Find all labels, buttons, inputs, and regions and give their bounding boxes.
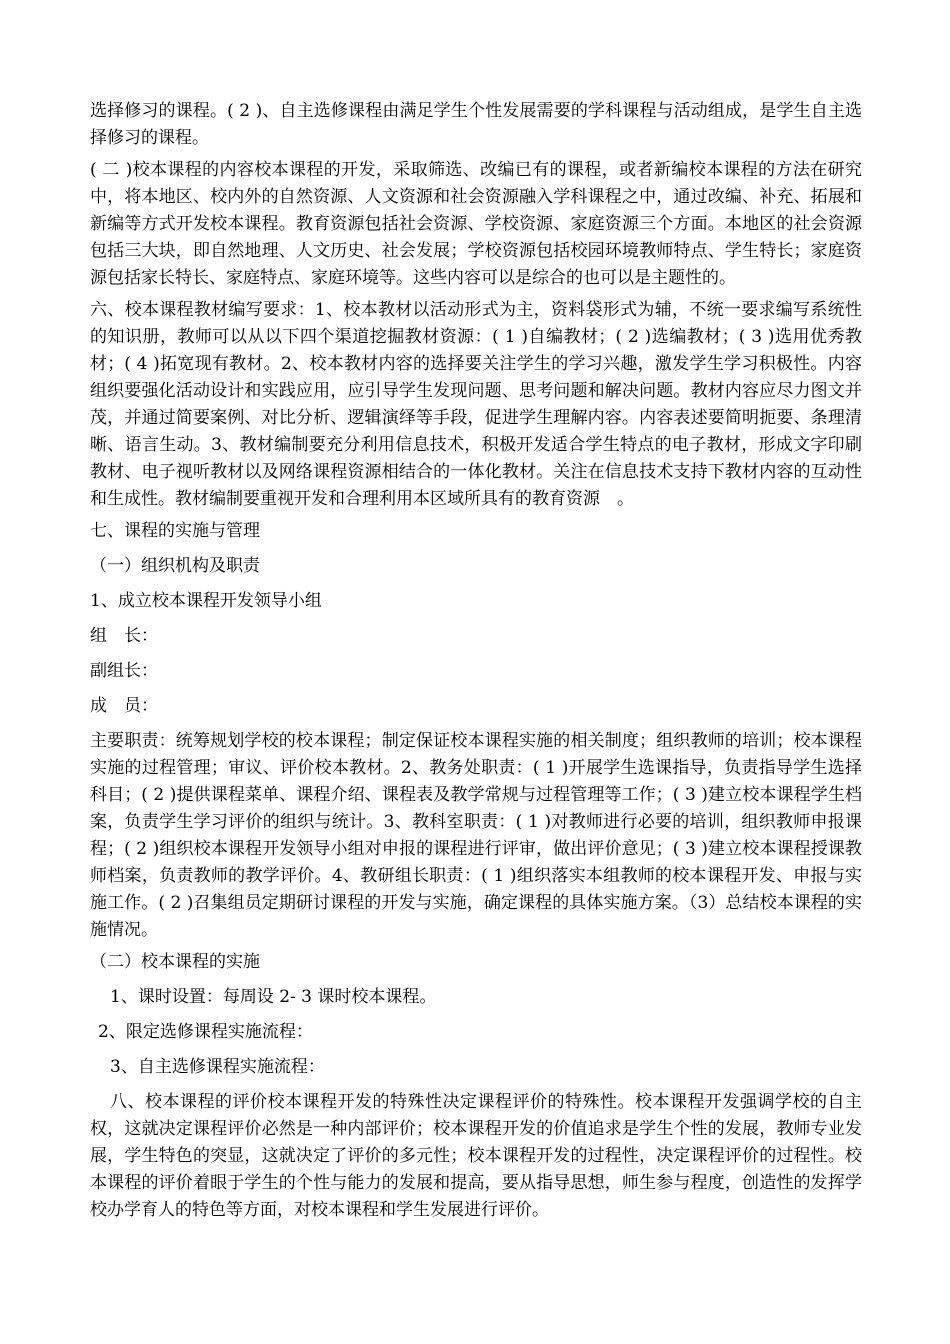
document-page — [90, 98, 862, 1229]
paragraph-elective-courses: 选择修习的课程。( 2 )、自主选修课程由满足学生个性发展需要的学科课程与活动组成，是学生自主选择修习的课程。 — [90, 101, 862, 148]
field-members: 成 员： — [90, 696, 158, 716]
field-vice-leader: 副组长： — [90, 661, 158, 681]
item-free-elective-process: 3、自主选修课程实施流程： — [110, 1057, 325, 1077]
subheading-organization: （一）组织机构及职责 — [90, 556, 260, 576]
section-heading-implementation: 七、课程的实施与管理 — [90, 521, 260, 541]
item-class-hours: 1、课时设置：每周设 2- 3 课时校本课程。 — [110, 987, 437, 1007]
paragraph-course-content: ( 二 )校本课程的内容校本课程的开发，采取筛选、改编已有的课程，或者新编校本课程的方法在研究中，将本地区、校内外的自然资源、人文资源和社会资源融入学科课程之中，通过改编、补充、拓展和新编等方式开发校本课程。教育资源包括社会资源、学校资源、家庭资源三个方面。本地区的社会资源包括三大块，即自然地理、人文历史、社会发展；学校资源包括校园环境教师特点、学生特长；家庭资源包括家长特长、家庭特点、家庭环境等。这些内容可以是综合的也可以是主题性的。 — [90, 160, 862, 288]
subheading-implementation: （二）校本课程的实施 — [90, 952, 260, 972]
paragraph-textbook-requirements: 六、校本课程教材编写要求：1、校本教材以活动形式为主，资料袋形式为辅，不统一要求编写系统性的知识册，教师可以从以下四个渠道挖掘教材资源：( 1 )自编教材；( 2 )选编教材；( 3 )选用优秀教材；( 4 )拓宽现有教材。2、校本教材内容的选择要关注学生的学习兴趣，激发学生学习积极性。内容组织要强化活动设计和实践应用，应引导学生发现问题、思考问题和解决问题。教材内容应尽力图文并茂，并通过简要案例、对比分析、逻辑演绎等手段，促进学生理解内容。内容表述要简明扼要、条理清晰、语言生动。3、教材编制要充分利用信息技术，积极开发适合学生特点的电子教材，形成文字印刷教材、电子视听教材以及网络课程资源相结合的一体化教材。关注在信息技术支持下教材内容的互动性和生成性。教材编制要重视开发和合理利用本区域所具有的教育资源 。 — [90, 300, 862, 509]
item-leadership-group: 1、成立校本课程开发领导小组 — [90, 591, 322, 611]
field-leader: 组 长： — [90, 626, 158, 646]
paragraph-duties: 主要职责：统筹规划学校的校本课程；制定保证校本课程实施的相关制度；组织教师的培训；校本课程实施的过程管理；审议、评价校本教材。2、教务处职责：( 1 )开展学生选课指导，负责指导学生选择科目；( 2 )提供课程菜单、课程介绍、课程表及教学常规与过程管理等工作；( 3 )建立校本课程学生档案，负责学生学习评价的组织与统计。3、教科室职责：( 1 )对教师进行必要的培训，组织教师申报课程；( 2 )组织校本课程开发领导小组对申报的课程进行评审，做出评价意见；( 3 )建立校本课程授课教师档案，负责教师的教学评价。4、教研组长职责：( 1 )组织落实本组教师的校本课程开发、申报与实施工作。( 2 )召集组员定期研讨课程的开发与实施，确定课程的具体实施方案。（3）总结校本课程的实施情况。 — [90, 731, 862, 940]
paragraph-evaluation: 八、校本课程的评价校本课程开发的特殊性决定课程评价的特殊性。校本课程开发强调学校的自主权，这就决定课程评价必然是一种内部评价；校本课程开发的价值追求是学生个性的发展，教师专业发展，学生特色的突显，这就决定了评价的多元性；校本课程开发的过程性，决定课程评价的过程性。校本课程的评价着眼于学生的个性与能力的发展和提高，要从指导思想，师生参与程度，创造性的发挥学校办学育人的特色等方面，对校本课程和学生发展进行评价。 — [90, 1092, 862, 1220]
item-restricted-elective-process: 2、限定选修课程实施流程： — [98, 1022, 313, 1042]
